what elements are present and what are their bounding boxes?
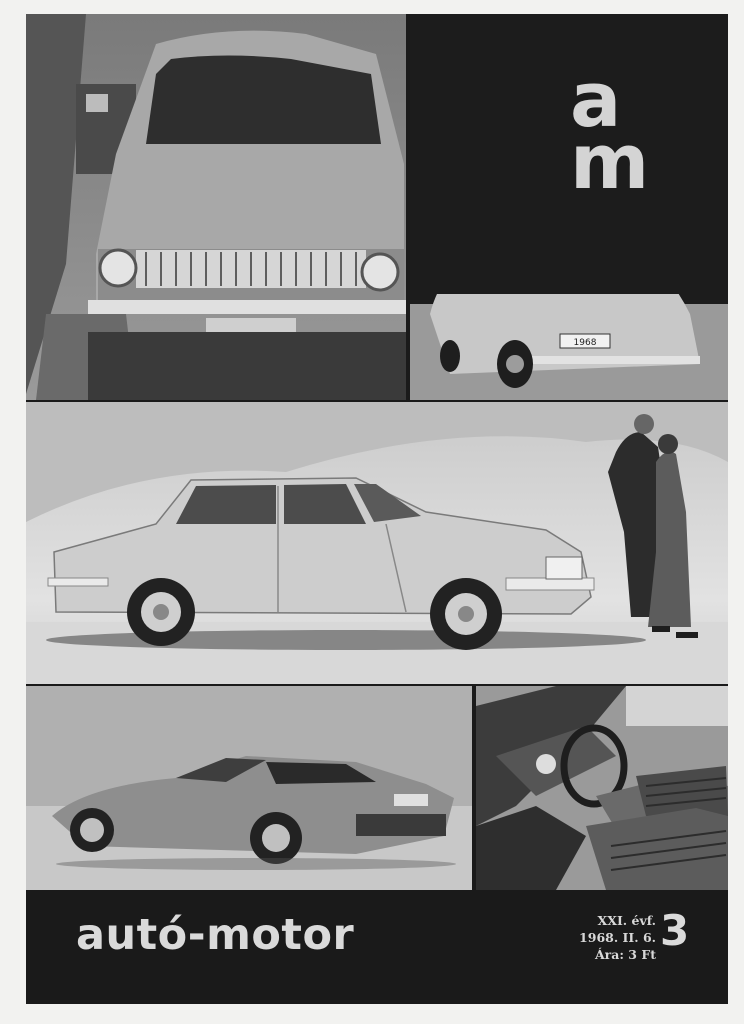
issue-date: 1968. II. 6. — [579, 930, 656, 945]
cover-footer — [26, 890, 728, 1004]
photo-car-interior — [476, 686, 728, 890]
issue-price: Ára: 3 Ft — [594, 947, 656, 962]
magazine-cover — [26, 14, 728, 1004]
magazine-title: autó-motor — [76, 910, 355, 960]
license-plate: 1968 — [573, 338, 597, 348]
photo-sedan-with-models — [26, 402, 728, 684]
issue-volume: XXI. évf. — [597, 913, 656, 928]
issue-info — [556, 912, 656, 963]
logo-panel — [410, 14, 728, 294]
photo-sports-car — [26, 686, 472, 890]
photo-car-front — [26, 14, 406, 400]
photo-car-rear — [410, 294, 728, 400]
magazine-logo — [570, 55, 648, 207]
issue-number: 3 — [660, 906, 690, 955]
logo-letter-a: a — [570, 55, 620, 144]
logo-letter-m: m — [570, 117, 648, 207]
